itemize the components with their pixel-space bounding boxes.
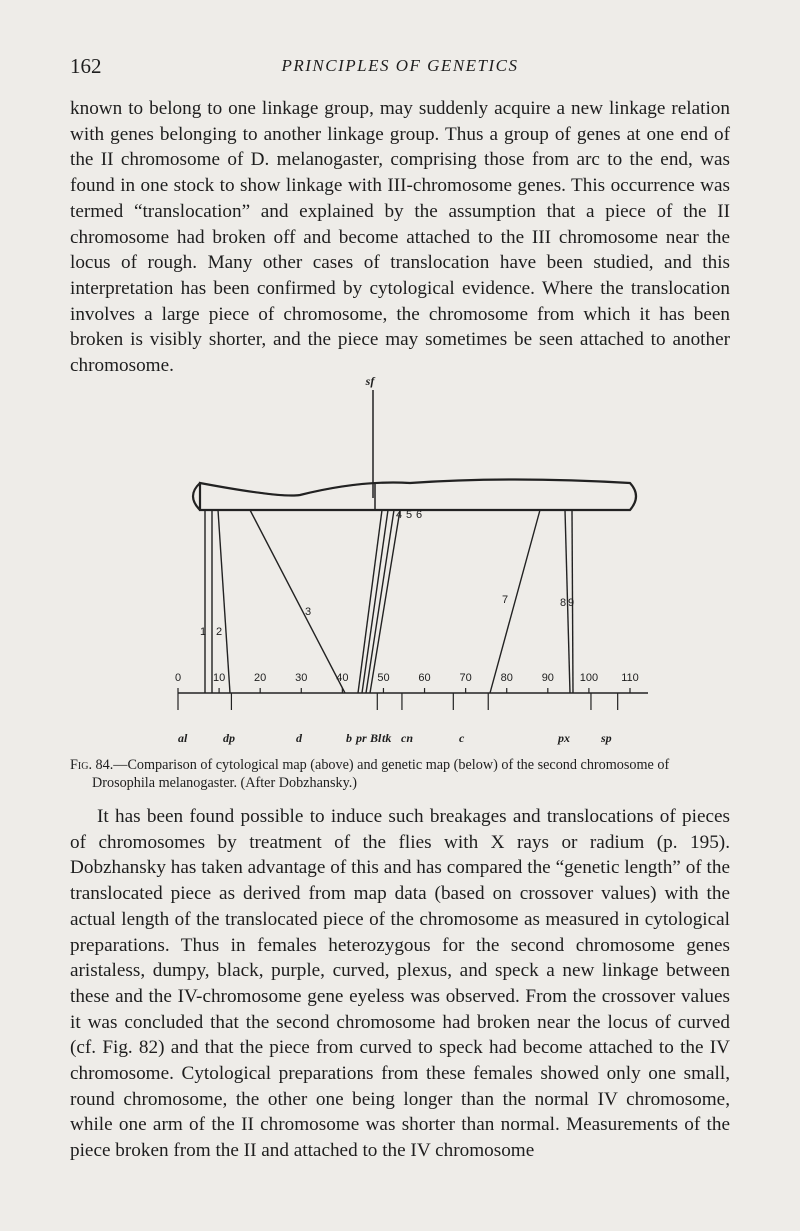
cytological-chromosome xyxy=(193,480,636,511)
page-number: 162 xyxy=(70,54,102,78)
gene-label: dp xyxy=(223,731,235,745)
gene-label: c xyxy=(459,731,465,745)
scale-label: 50 xyxy=(377,672,390,684)
break-number: 2 xyxy=(216,626,223,638)
correspondence-lines xyxy=(205,510,573,693)
gene-label: pr xyxy=(356,731,367,745)
gene-label: px xyxy=(558,731,570,745)
running-title: PRINCIPLES OF GENETICS xyxy=(281,56,519,75)
scale-label: 60 xyxy=(418,672,431,684)
gene-label: al xyxy=(178,731,188,745)
gene-label: Bl xyxy=(370,731,382,745)
gene-label: cn xyxy=(401,731,413,745)
break-number: 9 xyxy=(568,597,575,609)
chromosome-map-diagram xyxy=(160,370,650,750)
label-sf: sf xyxy=(365,374,375,388)
page-header xyxy=(70,54,730,82)
scale-label: 30 xyxy=(295,672,308,684)
break-number: 1 xyxy=(200,626,207,638)
scale-label: 10 xyxy=(212,672,226,684)
break-number: 8 xyxy=(560,597,567,609)
caption-text: —Comparison of cytological map (above) and genetic map (below) of the second chromosome of Drosophila melanogaster. (After Dobzhansky.) xyxy=(92,757,670,791)
scale-label: 90 xyxy=(541,672,554,684)
scale-label: 100 xyxy=(579,672,599,684)
break-number: 5 xyxy=(406,509,413,521)
break-number: 3 xyxy=(305,606,312,618)
scale-label: 20 xyxy=(254,672,267,684)
gene-label: d xyxy=(296,731,302,745)
scale-label: 80 xyxy=(500,672,513,684)
caption-label: Fig. 84. xyxy=(70,757,114,773)
scale-label: 70 xyxy=(459,672,472,684)
figure-chromosome-map xyxy=(160,370,650,750)
body-paragraph-2: It has been found possible to induce such breakages and translocations of pieces of chromosomes by treatment of the flies with X rays or radium (p. 195). Dobzhansky has taken advantage of this and has compared the “genetic length” of the translocated piece as derived from map data (based on crossover values) with the actual length of the translocated piece of the chromosome as measured in cytological preparations. Thus in females heterozygous for the second chromosome genes aristaless, dumpy, black, purple, curved, plexus, and speck a new linkage between these and the IV-chromosome gene eyeless was observed. From the crossover values it was concluded that the second chromosome had broken near the locus of curved (cf. Fig. 82) and that the piece from curved to speck had become attached to the IV chromosome. Cytological preparations from these females showed only one small, round chromosome, the other one being longer than the normal IV chromosome, while one arm of the II chromosome was shorter than normal. Measurements of the piece broken from the II and attached to the IV chromosome xyxy=(70,806,730,1162)
gene-ticks xyxy=(178,693,618,710)
gene-label: sp xyxy=(601,731,612,745)
break-number: 4 xyxy=(396,509,403,521)
scale-label: 110 xyxy=(621,672,639,684)
body-paragraph-1: known to belong to one linkage group, may suddenly acquire a new linkage relation with genes belonging to another linkage group. Thus a group of genes at one end of the II chromosome of D. melanogaster, comprising those from arc to the end, was found in one stock to show linkage with III-chromosome genes. This occurrence was termed “translocation” and explained by the assumption that a piece of the II chromosome had broken off and become attached to the III chromosome near the locus of rough. Many other cases of translocation have been studied, and this interpretation has been confirmed by cytological evidence. Where the translocation involves a large piece of chromosome, the chromosome from which it has been broken is visibly shorter, and the piece may sometimes be seen attached to another chromosome. xyxy=(70,98,730,377)
break-number: 7 xyxy=(502,594,509,606)
scale-label: 0 xyxy=(174,672,182,684)
gene-label: b xyxy=(346,731,352,745)
scale-label: 40 xyxy=(336,672,349,684)
break-number: 6 xyxy=(416,509,423,521)
chromosome-upper-edge xyxy=(200,483,410,496)
gene-label: tk xyxy=(382,731,392,745)
figure-caption xyxy=(70,756,730,792)
